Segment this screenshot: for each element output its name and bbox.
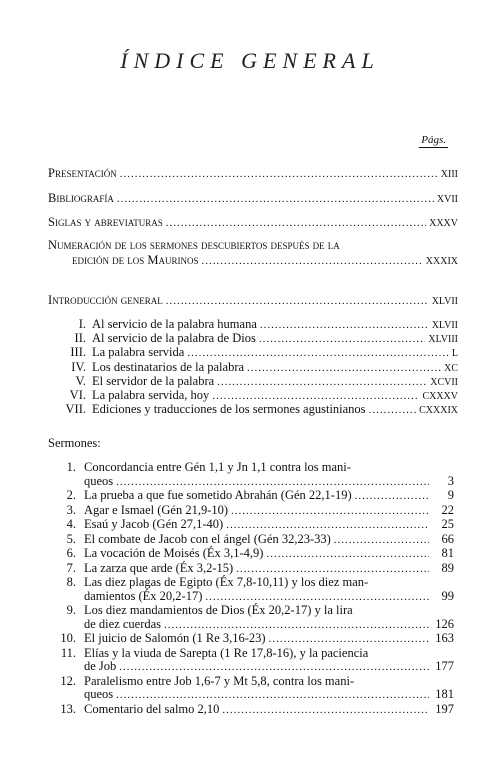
sermon-page: 81 (441, 546, 454, 560)
toc-entry-siglas[interactable] (48, 215, 458, 231)
toc-entry-page: XXXIX (425, 256, 458, 267)
leader-dots (212, 390, 419, 402)
sermon-entry[interactable] (52, 675, 454, 703)
leader-dots (166, 216, 426, 231)
sermon-page: 9 (447, 488, 454, 502)
item-label: La palabra servida, hoy (92, 388, 210, 403)
item-page: L (451, 348, 458, 360)
sermon-entry[interactable] (52, 547, 454, 562)
item-label: La palabra servida (92, 345, 185, 360)
item-number: VII. (65, 402, 86, 417)
sermon-number: 6. (66, 546, 76, 560)
sermon-entry[interactable] (52, 632, 454, 647)
intro-item[interactable] (48, 389, 458, 403)
sermon-entry[interactable] (52, 604, 454, 632)
item-number: IV. (71, 359, 86, 374)
leader-dots (226, 519, 429, 533)
sermon-entry[interactable] (52, 576, 454, 604)
item-number: VI. (69, 388, 86, 403)
item-page: XLVII (431, 320, 458, 331)
sermon-title-cont: queos (84, 687, 114, 701)
leader-dots (259, 333, 426, 345)
page-title: ÍNDICE GENERAL (120, 48, 380, 73)
leader-dots (266, 548, 429, 562)
toc-entry-label: Introducción general (48, 293, 163, 307)
leader-dots (120, 167, 438, 182)
leader-dots (369, 404, 417, 416)
leader-dots (166, 294, 429, 309)
sermon-title: Esaú y Jacob (Gén 27,1-40) (84, 517, 224, 531)
sermon-title: La prueba a que fue sometido Abrahán (Gén 22,1-19) (84, 488, 352, 502)
sermon-title-cont: damientos (Éx 20,2-17) (84, 588, 203, 603)
sermon-title-cont: de diez cuerdas (84, 616, 162, 631)
leader-dots (247, 362, 441, 374)
leader-dots (119, 661, 429, 675)
sermon-page: 126 (435, 616, 454, 631)
sermon-number: 11. (60, 645, 76, 660)
sermon-title-cont: de Job (84, 659, 117, 673)
item-page: CXXXIX (419, 405, 458, 417)
intro-item[interactable] (48, 403, 458, 417)
sermon-page: 163 (435, 631, 454, 645)
sermon-title: Concordancia entre Gén 1,1 y Jn 1,1 contra los mani- (84, 460, 351, 474)
sermon-title: La vocación de Moisés (Éx 3,1-4,9) (84, 546, 264, 560)
intro-item[interactable] (48, 318, 458, 332)
toc-entry-page: XIII (440, 169, 458, 180)
toc-entry-label-line1: Numeración de los sermones descubiertos después de la (48, 238, 340, 252)
sermon-number: 9. (66, 603, 76, 617)
sermon-page: 89 (441, 560, 454, 575)
leader-dots (236, 563, 429, 577)
toc-entry-page: XVII (436, 194, 458, 205)
intro-item[interactable] (48, 375, 458, 389)
sermon-title: Agar e Ismael (Gén 21,9-10) (84, 502, 229, 517)
sermones-heading: Sermones: (48, 436, 101, 450)
sermon-number: 12. (60, 673, 76, 688)
item-label: Al servicio de la palabra humana (92, 317, 257, 331)
sermon-number: 5. (66, 531, 76, 546)
sermon-entry[interactable] (52, 562, 454, 577)
sermon-page: 66 (441, 531, 454, 546)
toc-entry-label: Siglas y abreviaturas (48, 215, 163, 229)
sermon-entry[interactable] (52, 504, 454, 519)
toc-entry-page: XXXV (429, 218, 458, 229)
leader-dots (202, 254, 423, 269)
item-label: Los destinatarios de la palabra (92, 359, 245, 374)
item-page: CXXXV (422, 391, 458, 403)
leader-dots (117, 192, 434, 207)
leader-dots (116, 689, 429, 703)
item-number: V. (75, 373, 86, 388)
leader-dots (187, 347, 449, 359)
item-number: III. (70, 345, 86, 360)
pages-column-header: Págs. (421, 134, 446, 146)
sermon-entry[interactable] (52, 489, 454, 504)
sermon-entry[interactable] (52, 703, 454, 718)
sermon-number: 10. (60, 631, 76, 645)
leader-dots (334, 534, 429, 548)
sermon-page: 3 (447, 473, 454, 488)
toc-entry-introduccion[interactable] (48, 293, 458, 309)
item-page: XLVIII (428, 334, 458, 346)
sermon-title: Elías y la viuda de Sarepta (1 Re 17,8-16), y la paciencia (84, 645, 369, 660)
sermon-number: 7. (66, 560, 76, 575)
sermon-title: Los diez mandamientos de Dios (Éx 20,2-17) y la lira (84, 603, 353, 617)
sermon-entry[interactable] (52, 461, 454, 489)
toc-entry-presentacion[interactable] (48, 166, 458, 182)
sermon-title: La zarza que arde (Éx 3,2-15) (84, 560, 234, 575)
sermon-entry[interactable] (52, 647, 454, 675)
sermon-page: 99 (441, 588, 454, 603)
sermon-number: 8. (66, 575, 76, 589)
sermon-number: 3. (66, 502, 76, 517)
leader-dots (222, 704, 429, 718)
leader-dots (217, 376, 427, 388)
leader-dots (231, 505, 429, 519)
intro-item[interactable] (48, 346, 458, 360)
item-number: II. (74, 331, 86, 346)
leader-dots (260, 319, 429, 331)
sermon-page: 25 (441, 517, 454, 531)
sermon-number: 13. (60, 701, 76, 716)
intro-item[interactable] (48, 332, 458, 346)
toc-entry-label: Presentación (48, 166, 117, 180)
item-number: I. (78, 317, 86, 331)
toc-entry-page: XLVII (431, 296, 458, 307)
item-page: XC (444, 362, 458, 374)
item-label: El servidor de la palabra (92, 373, 215, 388)
sermon-entry[interactable] (52, 518, 454, 533)
item-label: Ediciones y traducciones de los sermones agustinianos (92, 402, 366, 417)
toc-entry-bibliografia[interactable] (48, 191, 458, 207)
leader-dots (269, 633, 429, 647)
sermon-title: Comentario del salmo 2,10 (84, 701, 220, 716)
sermon-title: Paralelismo entre Job 1,6-7 y Mt 5,8, contra los mani- (84, 673, 355, 688)
item-page: XCVII (430, 376, 458, 388)
leader-dots (205, 591, 429, 605)
sermon-title-cont: queos (84, 473, 114, 488)
intro-item[interactable] (48, 361, 458, 375)
toc-entry-label-line2: edición de los Maurinos (72, 253, 199, 267)
sermon-page: 197 (435, 701, 454, 716)
sermon-number: 1. (66, 460, 76, 474)
sermon-page: 22 (441, 502, 454, 517)
sermon-list (52, 461, 454, 717)
sermon-title: El combate de Jacob con el ángel (Gén 32,23-33) (84, 531, 331, 546)
sermon-page: 177 (435, 659, 454, 673)
leader-dots (164, 619, 429, 633)
sermon-page: 181 (435, 687, 454, 701)
item-label: Al servicio de la palabra de Dios (92, 331, 256, 346)
sermon-number: 2. (66, 488, 76, 502)
sermon-title: El juicio de Salomón (1 Re 3,16-23) (84, 631, 266, 645)
sermon-entry[interactable] (52, 533, 454, 548)
leader-dots (355, 490, 429, 504)
toc-entry-label: Bibliografía (48, 191, 114, 205)
sermon-number: 4. (66, 517, 76, 531)
sermon-title: Las diez plagas de Egipto (Éx 7,8-10,11) y los diez man- (84, 575, 369, 589)
leader-dots (116, 476, 429, 490)
toc-entry-numeracion[interactable] (48, 238, 458, 269)
intro-subsection-list (48, 318, 458, 417)
